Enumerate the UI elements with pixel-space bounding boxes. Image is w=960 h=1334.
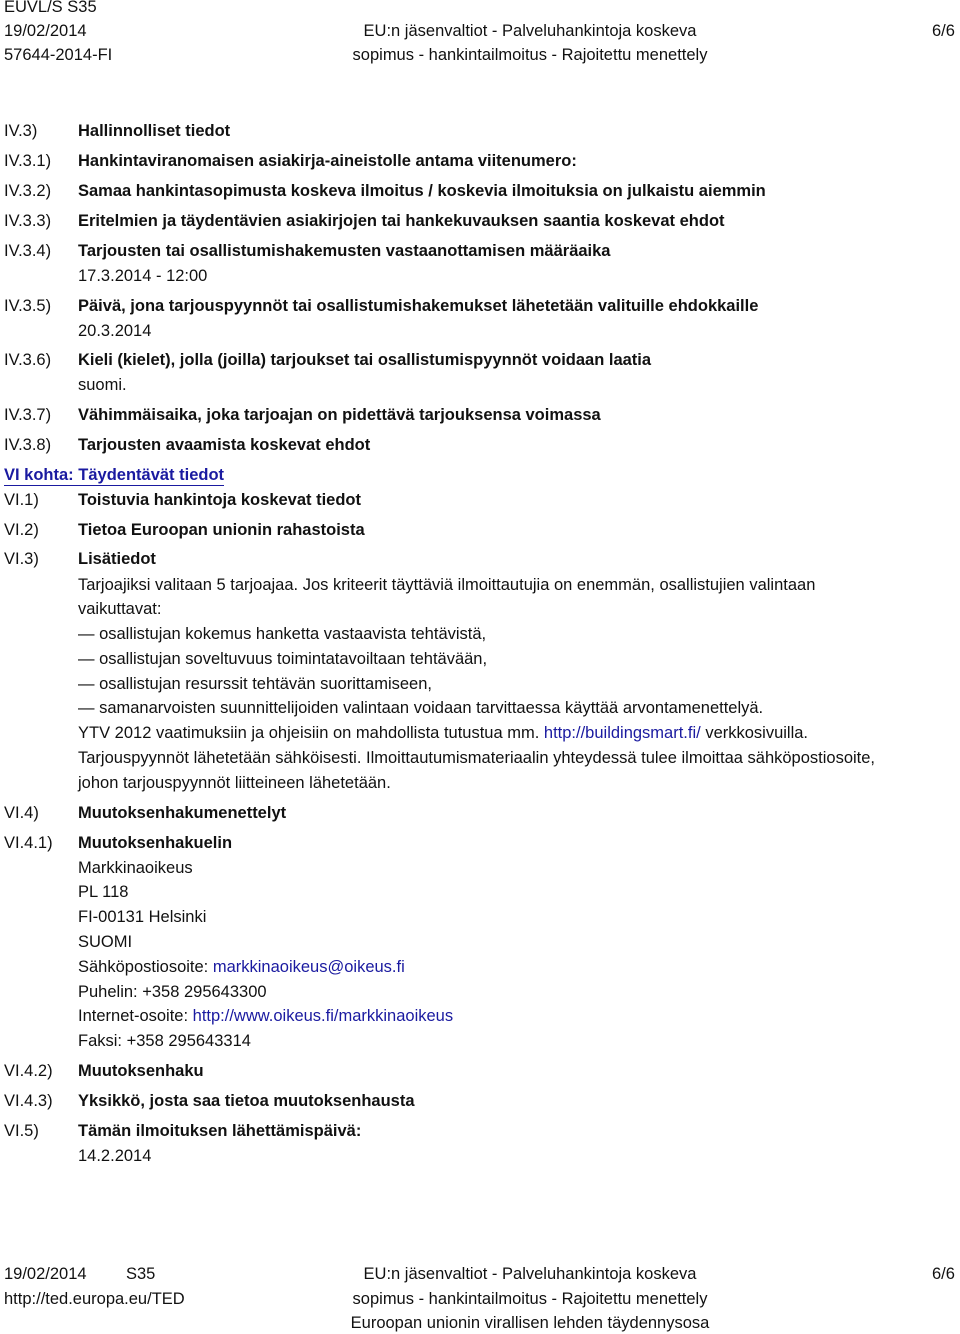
item-heading: Toistuvia hankintoja koskevat tiedot — [78, 491, 362, 509]
additional-info-ytv-line — [78, 724, 808, 743]
additional-info-line: — samanarvoisten suunnittelijoiden valintaan voidaan tarvittaessa käyttää arvontamenettelyä. — [78, 699, 764, 717]
ytv-text-after: verkkosivuilla. — [700, 724, 809, 742]
review-body-po-box: PL 118 — [78, 883, 129, 901]
footer-title-line1: EU:n jäsenvaltiot - Palveluhankintoja koskeva — [363, 1265, 697, 1283]
additional-info-line: vaikuttavat: — [78, 600, 162, 618]
web-link[interactable]: http://www.oikeus.fi/markkinaoikeus — [192, 1007, 454, 1025]
item-value: suomi. — [78, 376, 127, 394]
web-label: Internet-osoite: — [78, 1007, 193, 1025]
additional-info-line: Tarjoajiksi valitaan 5 tarjoajaa. Jos kriteerit täyttäviä ilmoittautujia on enemmän, osallistujien valintaan — [78, 576, 816, 594]
section-vi-title: VI kohta: Täydentävät tiedot — [4, 466, 225, 484]
additional-info-line: johon tarjouspyynnöt liitteineen lähetetään. — [78, 774, 391, 792]
additional-info-line: — osallistujan resurssit tehtävän suorittamiseen, — [78, 675, 432, 693]
footer-publication: Euroopan unionin virallisen lehden täydennysosa — [350, 1314, 710, 1332]
ytv-text: YTV 2012 vaatimuksiin ja ohjeisiin on mahdollista tutustua mm. — [78, 724, 544, 742]
item-number: VI.5) — [4, 1122, 39, 1140]
dispatch-date: 14.2.2014 — [78, 1147, 152, 1165]
item-heading: Tietoa Euroopan unionin rahastoista — [78, 521, 365, 539]
item-heading: Muutoksenhakumenettelyt — [78, 804, 287, 822]
item-heading: Samaa hankintasopimusta koskeva ilmoitus / koskevia ilmoituksia on julkaistu aiemmin — [78, 182, 766, 200]
item-heading: Kieli (kielet), jolla (joilla) tarjoukset tai osallistumispyynnöt voidaan laatia — [78, 351, 652, 369]
footer-date: 19/02/2014 — [4, 1265, 87, 1283]
item-heading: Muutoksenhaku — [78, 1062, 204, 1080]
item-heading: Vähimmäisaika, joka tarjoajan on pidettävä tarjouksensa voimassa — [78, 406, 601, 424]
item-number: IV.3.7) — [4, 406, 52, 424]
item-number: IV.3.2) — [4, 182, 52, 200]
item-heading: Päivä, jona tarjouspyynnöt tai osallistumishakemukset lähetetään valituille ehdokkaille — [78, 297, 759, 315]
item-value: 20.3.2014 — [78, 322, 152, 340]
review-body-fax: Faksi: +358 295643314 — [78, 1032, 251, 1050]
header-page-number: 6/6 — [932, 22, 955, 40]
item-heading: Tarjousten tai osallistumishakemusten vastaanottamisen määräaika — [78, 242, 611, 260]
header-date: 19/02/2014 — [4, 22, 87, 40]
footer-title-line2: sopimus - hankintailmoitus - Rajoitettu menettely — [352, 1290, 708, 1308]
item-value: 17.3.2014 - 12:00 — [78, 267, 208, 285]
item-heading: Yksikkö, josta saa tietoa muutoksenhausta — [78, 1092, 415, 1110]
item-heading: Hallinnolliset tiedot — [78, 122, 231, 140]
header-title-line1: EU:n jäsenvaltiot - Palveluhankintoja koskeva — [363, 22, 697, 40]
item-heading: Tämän ilmoituksen lähettämispäivä: — [78, 1122, 362, 1140]
additional-info-line: — osallistujan soveltuvuus toimintatavoiltaan tehtävään, — [78, 650, 488, 668]
item-number: IV.3.6) — [4, 351, 52, 369]
review-body-country: SUOMI — [78, 933, 133, 951]
footer-url: http://ted.europa.eu/TED — [4, 1290, 185, 1308]
footer-series: S35 — [126, 1265, 156, 1283]
item-heading: Hankintaviranomaisen asiakirja-aineistolle antama viitenumero: — [78, 152, 577, 170]
header-journal-ref: EUVL/S S35 — [4, 0, 97, 16]
item-number: IV.3.3) — [4, 212, 52, 230]
review-body-phone: Puhelin: +358 295643300 — [78, 983, 267, 1001]
item-number: IV.3.5) — [4, 297, 52, 315]
footer-page-number: 6/6 — [932, 1265, 955, 1283]
item-number: VI.4.1) — [4, 834, 53, 852]
item-number: VI.1) — [4, 491, 39, 509]
buildingsmart-link[interactable]: http://buildingsmart.fi/ — [543, 724, 701, 742]
item-heading: Tarjousten avaamista koskevat ehdot — [78, 436, 371, 454]
additional-info-line: — osallistujan kokemus hanketta vastaavista tehtävistä, — [78, 625, 487, 643]
email-link[interactable]: markkinaoikeus@oikeus.fi — [212, 958, 405, 976]
review-body-web-line — [78, 1007, 453, 1026]
email-label: Sähköpostiosoite: — [78, 958, 213, 976]
review-body-city: FI-00131 Helsinki — [78, 908, 207, 926]
item-number: VI.4) — [4, 804, 39, 822]
item-number: IV.3.4) — [4, 242, 52, 260]
item-number: VI.4.2) — [4, 1062, 53, 1080]
item-number: VI.2) — [4, 521, 39, 539]
item-heading: Eritelmien ja täydentävien asiakirjojen tai hankekuvauksen saantia koskevat ehdot — [78, 212, 725, 230]
header-notice-id: 57644-2014-FI — [4, 46, 113, 64]
item-heading: Lisätiedot — [78, 550, 156, 568]
review-body-email-line — [78, 958, 405, 977]
item-heading: Muutoksenhakuelin — [78, 834, 233, 852]
item-number: VI.4.3) — [4, 1092, 53, 1110]
header-title-line2: sopimus - hankintailmoitus - Rajoitettu menettely — [352, 46, 708, 64]
item-number: VI.3) — [4, 550, 39, 568]
additional-info-line: Tarjouspyynnöt lähetetään sähköisesti. Ilmoittautumismateriaalin yhteydessä tulee ilmoittaa sähköpostiosoite, — [78, 749, 876, 767]
review-body-name: Markkinaoikeus — [78, 859, 193, 877]
item-number: IV.3.1) — [4, 152, 52, 170]
item-number: IV.3.8) — [4, 436, 52, 454]
item-number: IV.3) — [4, 122, 38, 140]
